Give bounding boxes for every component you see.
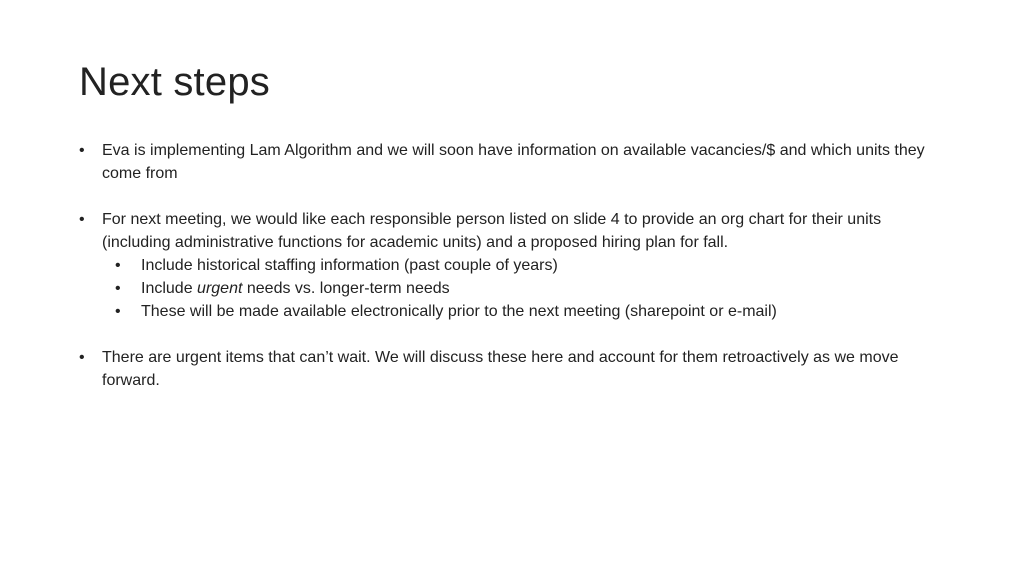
bullet-item-1 — [79, 139, 949, 185]
bullet-dot: • — [115, 303, 121, 320]
spacer — [79, 185, 949, 208]
bullet-text: For next meeting, we would like each responsible person listed on slide 4 to provide an org chart for their units (including administrative functions for academic units) and a proposed hiring plan for fall. — [102, 211, 882, 251]
sub-bullet-emphasis: urgent — [197, 280, 243, 297]
bullet-dot: • — [79, 142, 85, 159]
bullet-text: Eva is implementing Lam Algorithm and we will soon have information on available vacancies/$ and which units they come from — [102, 142, 925, 182]
bullet-item-3 — [79, 346, 949, 392]
bullet-dot: • — [115, 280, 121, 297]
bullet-dot: • — [79, 349, 85, 366]
slide-body — [79, 139, 949, 392]
spacer — [79, 323, 949, 346]
sub-bullet-text-suffix: needs vs. longer-term needs — [242, 280, 450, 297]
sub-bullet-text: These will be made available electronically prior to the next meeting (sharepoint or e-mail) — [141, 303, 777, 320]
slide-title: Next steps — [79, 60, 270, 104]
sub-bullet-text: Include historical staffing information (past couple of years) — [141, 257, 558, 274]
bullet-item-2 — [79, 208, 949, 254]
bullet-dot: • — [79, 211, 85, 228]
bullet-dot: • — [115, 257, 121, 274]
bullet-text: There are urgent items that can’t wait. We will discuss these here and account for them retroactively as we move forward. — [102, 349, 899, 389]
sub-bullet-text-prefix: Include — [141, 280, 198, 297]
sub-bullet-item-2 — [79, 277, 949, 300]
sub-bullet-item-1 — [79, 254, 949, 277]
sub-bullet-item-3 — [79, 300, 949, 323]
